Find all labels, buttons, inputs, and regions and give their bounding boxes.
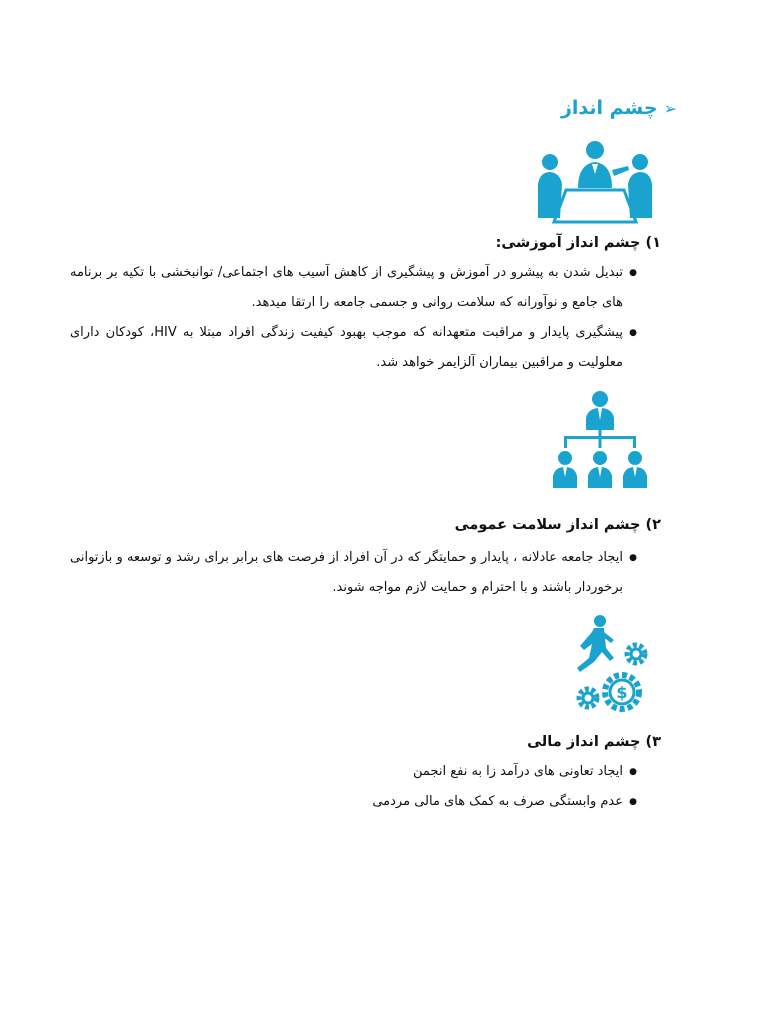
- list-item: ● ایجاد جامعه عادلانه ، پایدار و حمایتگر که در آن افراد از فرصت های برابر برای رشد و توسعه و بازتوانی برخوردار باشند و با احترام و حمایت لازم مواجه شوند.: [70, 543, 637, 603]
- page-title-text: چشم انداز: [560, 97, 658, 119]
- list-item: ● ایجاد تعاونی های درآمد زا به نفع انجمن: [70, 757, 637, 787]
- section-title-finance: ۳) چشم انداز مالی: [527, 734, 661, 750]
- page-title: [561, 97, 677, 119]
- meeting-table-icon: [536, 140, 654, 228]
- list-item: ● پیشگیری پایدار و مراقبت متعهدانه که موجب بهبود کیفیت زندگی افراد مبتلا به HIV، کودکان دارای معلولیت و مراقبین بیماران آلزایمر خواهد شد.: [70, 318, 637, 378]
- section-title-public-health: ۲) چشم انداز سلامت عمومی: [454, 517, 661, 533]
- arrow-bullet-icon: ➢: [663, 98, 677, 118]
- finance-gears-icon: [570, 614, 652, 716]
- org-chart-icon: [548, 390, 652, 492]
- svg-text:$: $: [616, 683, 628, 702]
- section-title-education: ۱) چشم انداز آموزشی:: [495, 235, 661, 251]
- list-item: ● تبدیل شدن به پیشرو در آموزش و پیشگیری از کاهش آسیب های اجتماعی/ توانبخشی با تکیه بر برنامه های جامع و نوآورانه که سلامت روانی و جسمی جامعه را ارتقا میدهد.: [70, 258, 637, 318]
- bullet-list-education: [70, 258, 637, 378]
- bullet-list-public-health: [70, 543, 637, 603]
- list-item: ● عدم وابستگی صرف به کمک های مالی مردمی: [70, 787, 637, 817]
- bullet-list-finance: [70, 757, 637, 817]
